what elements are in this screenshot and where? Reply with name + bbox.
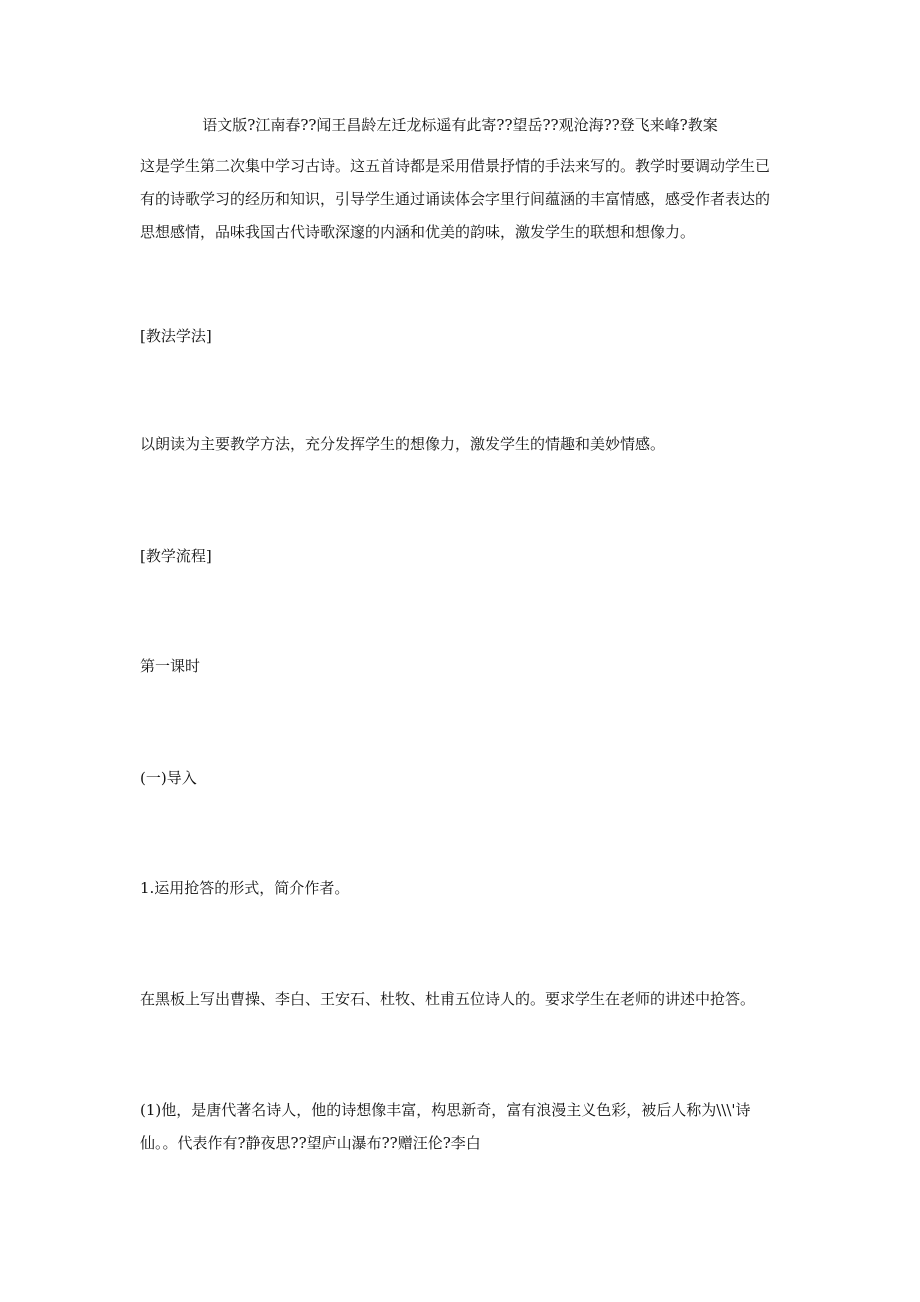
methods-heading: [教法学法] <box>140 327 212 345</box>
lesson-one-heading: 第一课时 <box>140 657 201 675</box>
document-title: 语文版?江南春??闻王昌龄左迁龙标遥有此寄??望岳??观沧海??登飞来峰?教案 <box>202 116 718 134</box>
intro-paragraph: 这是学生第二次集中学习古诗。这五首诗都是采用借景抒情的手法来写的。教学时要调动学生已有的诗歌学习的经历和知识，引导学生通过诵读体会字里行间蕴涵的丰富情感，感受作者表达的思想感情，品味我国古代诗歌深邃的内涵和优美的韵味，激发学生的联想和想像力。 <box>140 157 771 241</box>
step-one-paragraph: 1.运用抢答的形式，简介作者。 <box>140 879 350 897</box>
flow-heading: [教学流程] <box>140 547 212 565</box>
blackboard-paragraph: 在黑板上写出曹操、李白、王安石、杜牧、杜甫五位诗人的。要求学生在老师的讲述中抢答。 <box>140 990 756 1008</box>
methods-paragraph: 以朗读为主要教学方法，充分发挥学生的想像力，激发学生的情趣和美妙情感。 <box>140 435 666 453</box>
section-intro-heading: (一)导入 <box>140 769 197 787</box>
question-one-paragraph: (1)他，是唐代著名诗人，他的诗想像丰富，构思新奇，富有浪漫主义色彩，被后人称为\\\'诗仙。。代表作有?静夜思??望庐山瀑布??赠汪伦?李白 <box>140 1101 751 1152</box>
